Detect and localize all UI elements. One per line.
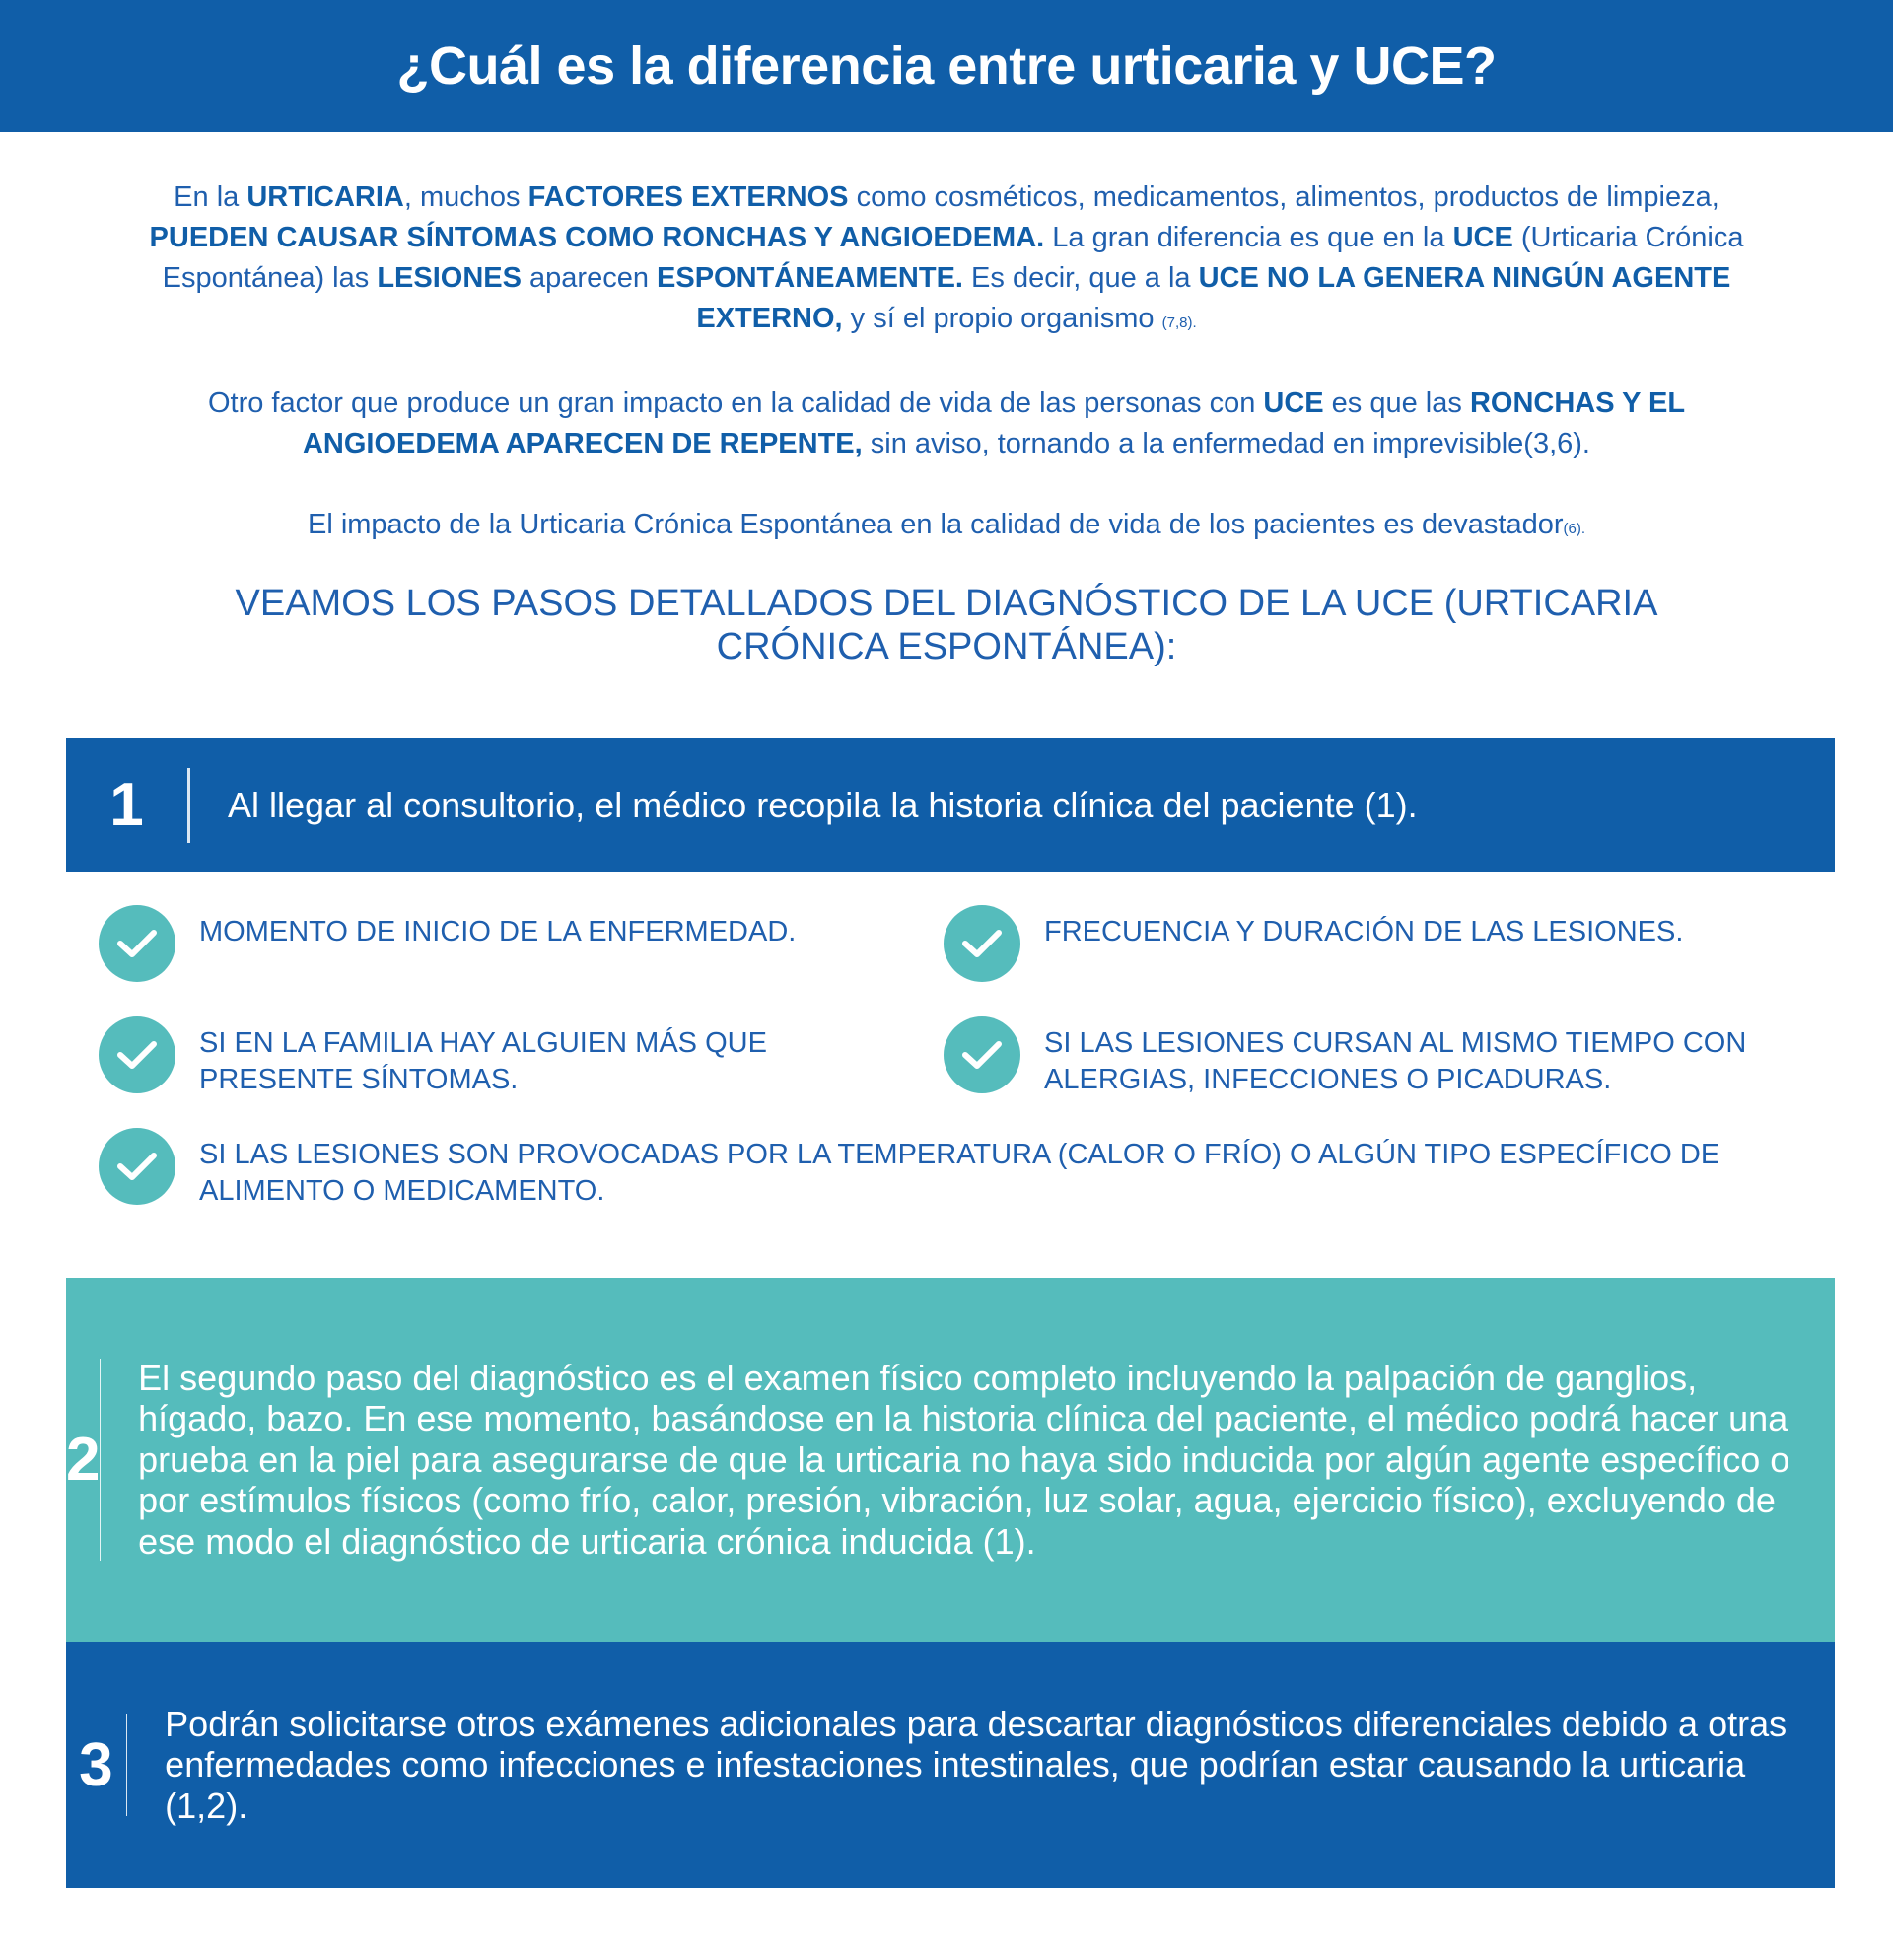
- page-header: [0, 0, 1893, 132]
- intro-text: Otro factor que produce un gran impacto en la calidad de vida de las personas con: [207, 387, 1264, 419]
- reference-citation: (6).: [1563, 521, 1586, 537]
- checklist-item: [944, 1016, 1821, 1098]
- step-3: [66, 1642, 1835, 1888]
- intro-text: como cosméticos, medicamentos, alimentos, productos de limpieza,: [848, 181, 1719, 213]
- intro-bold-text: PUEDEN CAUSAR SÍNTOMAS COMO RONCHAS Y ANGIOEDEMA.: [149, 222, 1045, 253]
- checklist-item: [99, 1016, 907, 1098]
- check-icon: [99, 1016, 175, 1093]
- check-icon: [99, 1128, 175, 1205]
- step-text: El segundo paso del diagnóstico es el examen físico completo incluyendo la palpación de ganglios, hígado, bazo. En ese momento, basándose en la historia clínica del paciente, el médico podrá hacer una prueba en la piel para asegurarse de que la urticaria no haya sido inducida por algún agente específico o por estímulos físicos (como frío, calor, presión, vibración, luz solar, agua, ejercicio físico), excluyendo de ese modo el diagnóstico de urticaria crónica inducida (1).: [138, 1357, 1790, 1562]
- checklist-item-text: SI LAS LESIONES CURSAN AL MISMO TIEMPO CON ALERGIAS, INFECCIONES O PICADURAS.: [1044, 1027, 1747, 1095]
- checklist-item: [99, 1128, 1794, 1210]
- check-icon: [944, 1016, 1020, 1093]
- intro-text: En la: [174, 181, 247, 213]
- checklist-item-text: SI LAS LESIONES SON PROVOCADAS POR LA TEMPERATURA (CALOR O FRÍO) O ALGÚN TIPO ESPECÍFICO DE ALIMENTO O MEDICAMENTO.: [199, 1139, 1720, 1207]
- check-icon: [944, 905, 1020, 982]
- checklist-item-text: FRECUENCIA Y DURACIÓN DE LAS LESIONES.: [1044, 916, 1684, 947]
- intro-text: (Urticaria Crónica Espontánea) las: [162, 222, 1744, 294]
- intro-paragraph-1: [118, 177, 1775, 343]
- intro-paragraph-2: [118, 384, 1775, 464]
- intro-bold-text: ESPONTÁNEAMENTE.: [657, 262, 963, 294]
- intro-bold-text: FACTORES EXTERNOS: [527, 181, 849, 213]
- intro-section: [118, 177, 1775, 590]
- page-title: ¿Cuál es la diferencia entre urticaria y UCE?: [396, 36, 1497, 96]
- steps-title: VEAMOS LOS PASOS DETALLADOS DEL DIAGNÓSTICO DE LA UCE (URTICARIA CRÓNICA ESPONTÁNEA):: [235, 583, 1658, 667]
- step-text: Podrán solicitarse otros exámenes adicionales para descartar diagnósticos diferenciales debido a otras enfermedades como infecciones e infestaciones intestinales, que podrían estar causando la urticaria (1,2).: [165, 1703, 1788, 1826]
- checklist-item: [99, 905, 907, 982]
- intro-text: La gran diferencia es que en la: [1044, 222, 1453, 253]
- checklist-item-text: SI EN LA FAMILIA HAY ALGUIEN MÁS QUE PRESENTE SÍNTOMAS.: [199, 1027, 767, 1095]
- intro-bold-text: RONCHAS Y EL ANGIOEDEMA APARECEN DE REPENTE,: [302, 387, 1686, 459]
- intro-text: aparecen: [521, 262, 658, 294]
- intro-text: El impacto de la Urticaria Crónica Espontánea en la calidad de vida de los pacientes es devastador: [307, 509, 1564, 540]
- step-1: [66, 738, 1835, 872]
- intro-bold-text: UCE: [1452, 222, 1513, 253]
- intro-text: sin aviso, tornando a la enfermedad en imprevisible(3,6).: [862, 428, 1590, 459]
- intro-bold-text: UCE NO LA GENERA NINGÚN AGENTE EXTERNO,: [696, 262, 1731, 334]
- intro-text: Es decir, que a la: [963, 262, 1199, 294]
- checklist-item: [944, 905, 1811, 982]
- checklist-item-text: MOMENTO DE INICIO DE LA ENFERMEDAD.: [199, 916, 797, 947]
- step-text: Al llegar al consultorio, el médico recopila la historia clínica del paciente (1).: [228, 784, 1418, 825]
- intro-bold-text: UCE: [1263, 387, 1324, 419]
- intro-text: es que las: [1323, 387, 1470, 419]
- check-icon: [99, 905, 175, 982]
- step-2: [66, 1278, 1835, 1642]
- intro-text: , muchos: [403, 181, 528, 213]
- intro-bold-text: URTICARIA: [246, 181, 404, 213]
- step-number: 1: [109, 771, 144, 839]
- step-number: 2: [66, 1426, 101, 1494]
- intro-bold-text: LESIONES: [377, 262, 522, 294]
- intro-text: y sí el propio organismo: [842, 303, 1162, 334]
- intro-paragraph-3: [118, 505, 1775, 549]
- step-number: 3: [79, 1730, 113, 1799]
- reference-citation: (7,8).: [1161, 315, 1197, 331]
